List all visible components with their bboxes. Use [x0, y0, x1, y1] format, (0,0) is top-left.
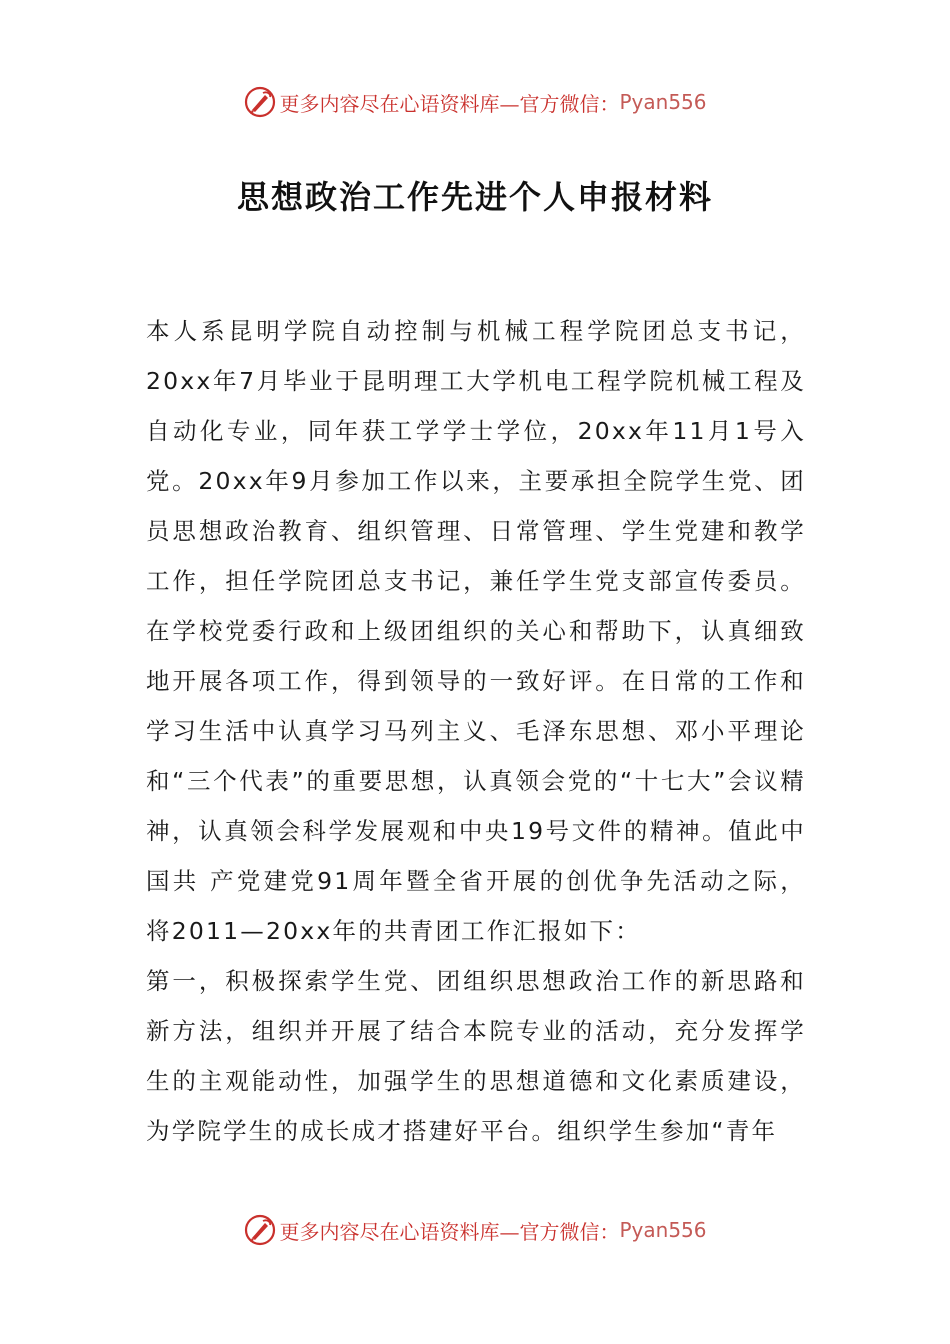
header-banner — [0, 82, 950, 122]
document-title: 思想政治工作先进个人申报材料 — [236, 178, 713, 216]
footer-banner — [0, 1210, 950, 1250]
banner-contact: Pyan556 — [619, 90, 707, 114]
banner-text: 更多内容尽在心语资料库—官方微信： — [279, 91, 620, 116]
paragraph: 第一，积极探索学生党、团组织思想政治工作的新思路和新方法，组织并开展了结合本院专业的活动，充分发挥学生的主观能动性，加强学生的思想道德和文化素质建设，为学院学生的成长成才搭建好平台。组织学生参加“青年 — [146, 967, 806, 1145]
banner-contact: Pyan556 — [619, 1218, 707, 1242]
document-body — [146, 306, 806, 1156]
paragraph: 本人系昆明学院自动控制与机械工程学院团总支书记，20xx年7月毕业于昆明理工大学机电工程学院机械工程及自动化专业，同年获工学学士学位，20xx年11月1号入党。20xx年9月参加工作以来，主要承担全院学生党、团员思想政治教育、组织管理、日常管理、学生党建和教学工作，担任学院团总支书记，兼任学生党支部宣传委员。在学校党委行政和上级团组织的关心和帮助下，认真细致地开展各项工作，得到领导的一致好评。在日常的工作和学习生活中认真学习马列主义、毛泽东思想、邓小平理论和“三个代表”的重要思想，认真领会党的“十七大”会议精神，认真领会科学发展观和中央19号文件的精神。值此中国共 产党建党91周年暨全省开展的创优争先活动之际，将2011—20xx年的共青团工作汇报如下： — [146, 317, 806, 945]
pen-logo-icon — [243, 1213, 277, 1247]
banner-text: 更多内容尽在心语资料库—官方微信： — [279, 1219, 620, 1244]
pen-logo-icon — [243, 85, 277, 119]
